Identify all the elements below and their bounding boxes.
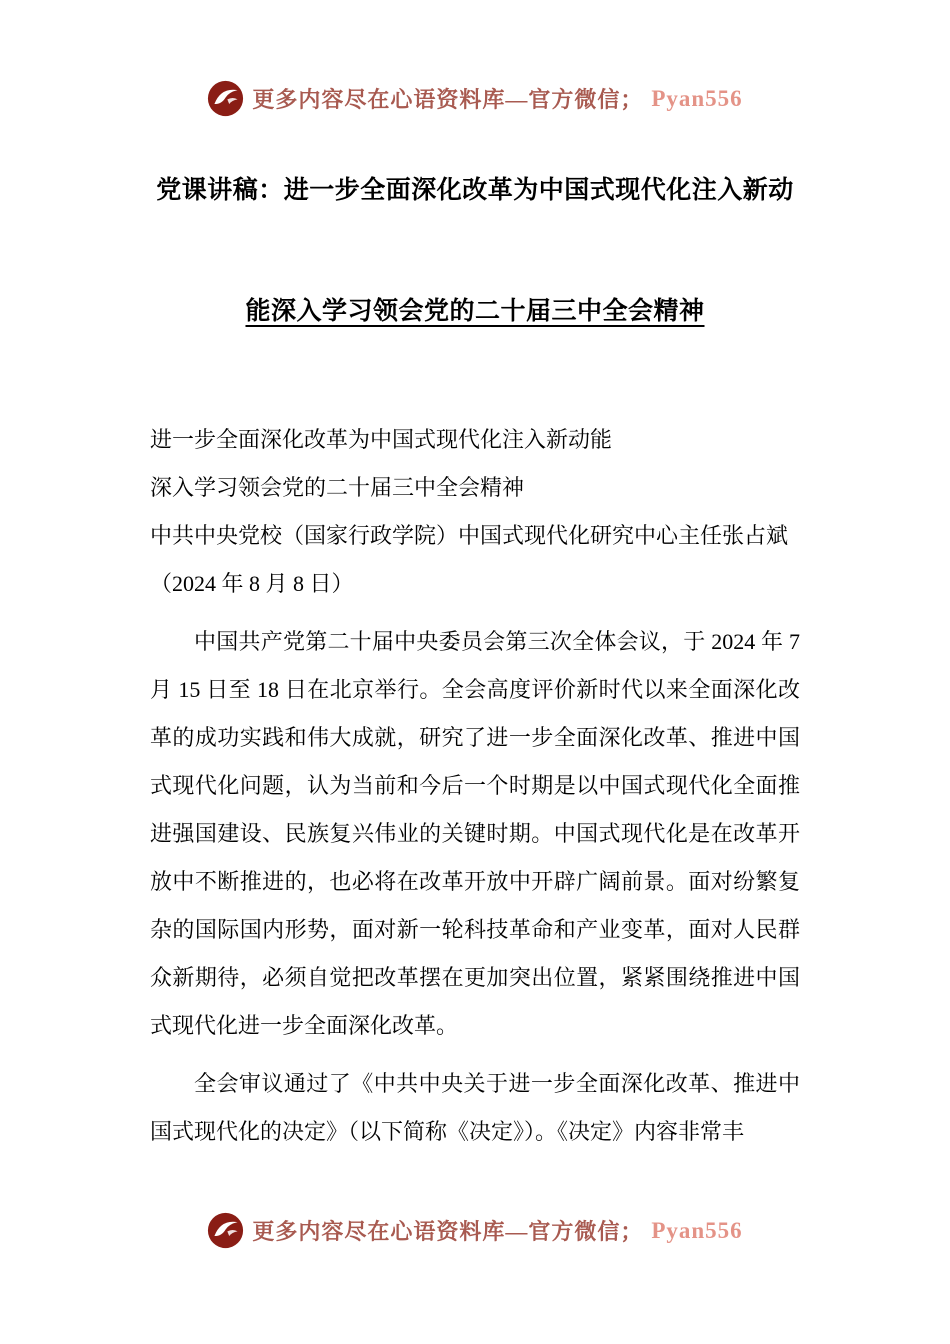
- header-watermark: [0, 0, 950, 117]
- brand-logo-icon: [207, 80, 244, 117]
- document-title-line-2: 能深入学习领会党的二十届三中全会精神: [245, 297, 705, 325]
- body-paragraph-1: 中国共产党第二十届中央委员会第三次全体会议，于 2024 年 7 月 15 日至 18 日在北京举行。全会高度评价新时代以来全面深化改革的成功实践和伟大成就，研究了进一步全面深化改革、推进中国式现代化问题，认为当前和今后一个时期是以中国式现代化全面推进强国建设、民族复兴伟业的关键时期。中国式现代化是在改革开放中不断推进的，也必将在改革开放中开辟广阔前景。面对纷繁复杂的国际国内形势，面对新一轮科技革命和产业变革，面对人民群众新期待，必须自觉把改革摆在更加突出位置，紧紧围绕推进中国式现代化进一步全面深化改革。: [150, 629, 800, 1038]
- document-content: [0, 175, 950, 1156]
- meta-subtitle-2: 深入学习领会党的二十届三中全会精神: [150, 475, 525, 500]
- document-title-line-1: 党课讲稿：进一步全面深化改革为中国式现代化注入新动: [156, 177, 794, 204]
- watermark-text: 更多内容尽在心语资料库—官方微信；: [252, 87, 644, 112]
- watermark-text: 更多内容尽在心语资料库—官方微信；: [252, 1219, 644, 1244]
- watermark-wechat-id: Pyan556: [651, 1217, 743, 1243]
- document-meta: [150, 416, 800, 608]
- meta-subtitle-1: 进一步全面深化改革为中国式现代化注入新动能: [150, 427, 613, 452]
- meta-author: 中共中央党校（国家行政学院）中国式现代化研究中心主任张占斌: [150, 523, 789, 548]
- brand-logo-icon: [207, 1212, 244, 1249]
- watermark-wechat-id: Pyan556: [651, 85, 743, 111]
- body-paragraph-2: 全会审议通过了《中共中央关于进一步全面深化改革、推进中国式现代化的决定》（以下简称《决定》）。《决定》内容非常丰: [150, 1071, 800, 1144]
- meta-date: （2024 年 8 月 8 日）: [150, 571, 354, 596]
- footer-watermark: [0, 1212, 950, 1249]
